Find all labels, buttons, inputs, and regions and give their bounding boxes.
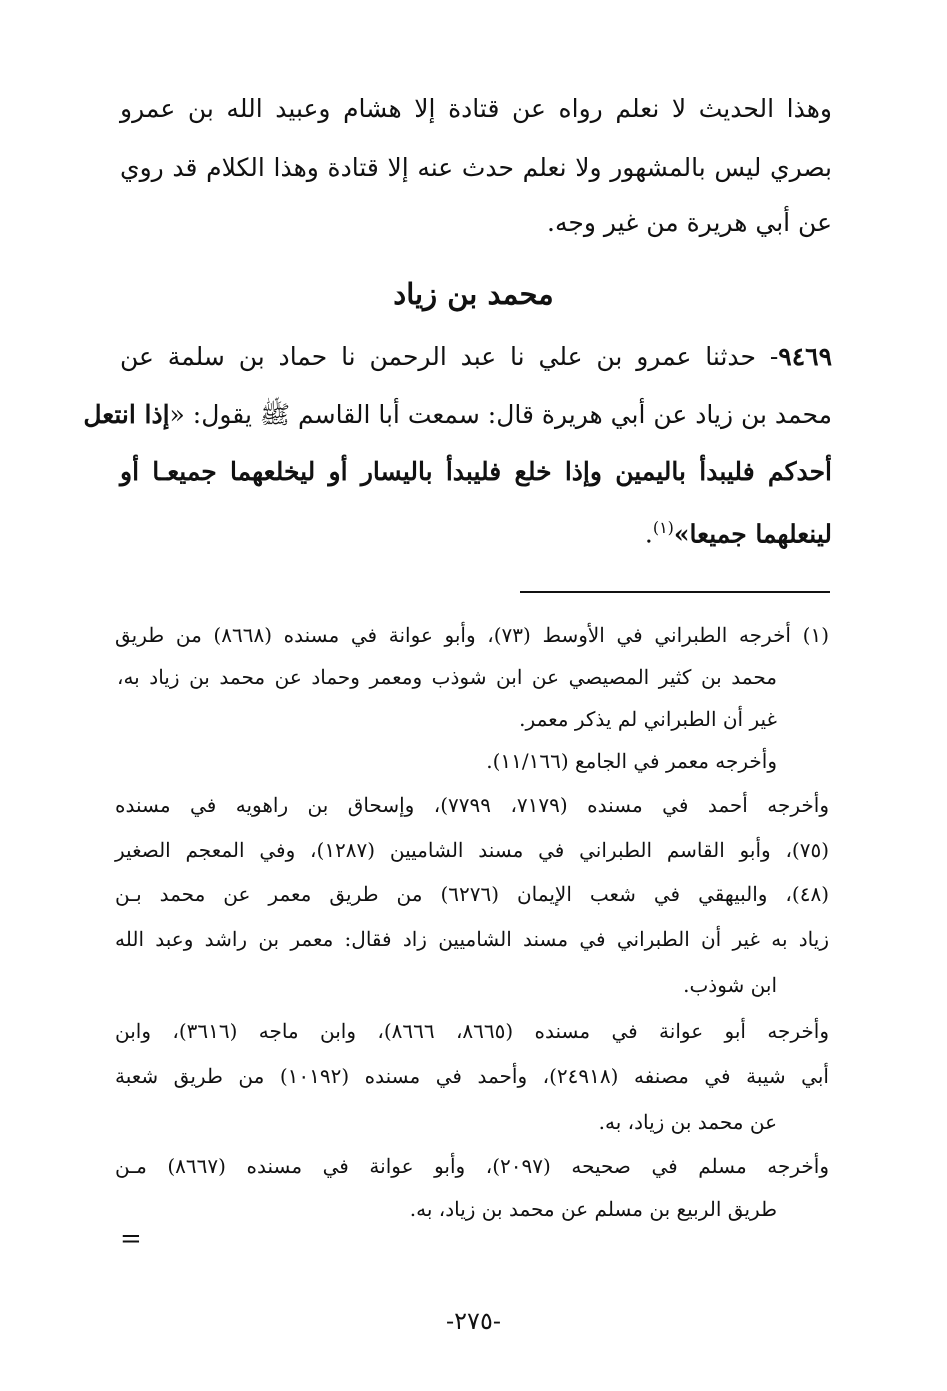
hadith-line-3: أحدكم فليبدأ باليمين وإذا خلع فليبدأ باليسار أو ليخلعهما جميعـا أو [120,457,832,486]
intro-line-3: عن أبي هريرة من غير وجه. [547,208,832,237]
hadith-line-4 [120,511,832,551]
footnote-line: وأخرجه أبو عوانة في مسنده (٨٦٦٥، ٨٦٦٦)، وابن ماجه (٣٦١٦)، وابن [115,1019,830,1043]
footnote-line: أبي شيبة في مصنفه (٢٤٩١٨)، وأحمد في مسنده (١٠١٩٢) من طريق شعبة [115,1064,829,1088]
footnote-line: محمد بن كثير المصيصي عن ابن شوذب ومعمر وحماد عن محمد بن زياد به، [117,665,777,689]
continuation-mark: = [120,1224,142,1254]
footnote-line: وأخرجه أحمد في مسنده (٧١٧٩، ٧٧٩٩)، وإسحاق بن راهويه في مسنده [115,793,830,817]
section-heading: محمد بن زياد [393,277,554,311]
footnote-line: عن محمد بن زياد، به. [598,1110,777,1134]
footnote-line: زياد به غير أن الطبراني في مسند الشاميين زاد فقال: معمر بن راشد وعبد الله [115,927,829,951]
footnote-line: ابن شوذب. [683,973,777,997]
footnote-line: طريق الربيع بن مسلم عن محمد بن زياد، به. [409,1197,777,1221]
hadith-number: ٩٤٦٩ [778,342,832,371]
intro-line-1: وهذا الحديث لا نعلم رواه عن قتادة إلا هشام وعبيد الله بن عمرو [120,94,832,123]
hadith-narration: محمد بن زياد عن أبي هريرة قال: سمعت أبا القاسم ﷺ يقول: « [169,400,832,429]
hadith-matn-start: إذا انتعل [83,400,170,429]
footnote-reference: (١) [652,518,674,537]
hadith-line-1 [120,340,832,374]
hadith-period: . [644,519,653,549]
footnote-line: وأخرجه مسلم في صحيحه (٢٠٩٧)، وأبو عوانة في مسنده (٨٦٦٧) مـن [115,1154,829,1178]
footnote-line: (١) أخرجه الطبراني في الأوسط (٧٣)، وأبو عوانة في مسنده (٨٦٦٨) من طريق [115,623,829,647]
hadith-matn-end: لينعلهما جميعا» [673,519,832,549]
hadith-line-2 [83,398,832,432]
footnote-line: (٧٥)، وأبو القاسم الطبراني في مسند الشاميين (١٢٨٧)، وفي المعجم الصغير [115,838,830,862]
footnote-line: وأخرجه معمر في الجامع (١١/١٦٦). [486,749,777,773]
footnote-line: (٤٨)، والبيهقي في شعب الإيمان (٦٢٧٦) من طريق معمر عن محمد بـن [115,882,829,906]
hadith-isnad: - حدثنا عمرو بن علي نا عبد الرحمن نا حماد بن سلمة عن [120,342,779,371]
footnote-line: غير أن الطبراني لم يذكر معمر. [519,707,777,731]
footnote-separator [520,591,830,593]
page-number: -٢٧٥- [446,1307,501,1335]
intro-line-2: بصري ليس بالمشهور ولا نعلم حدث عنه إلا قتادة وهذا الكلام قد روي [120,153,832,182]
